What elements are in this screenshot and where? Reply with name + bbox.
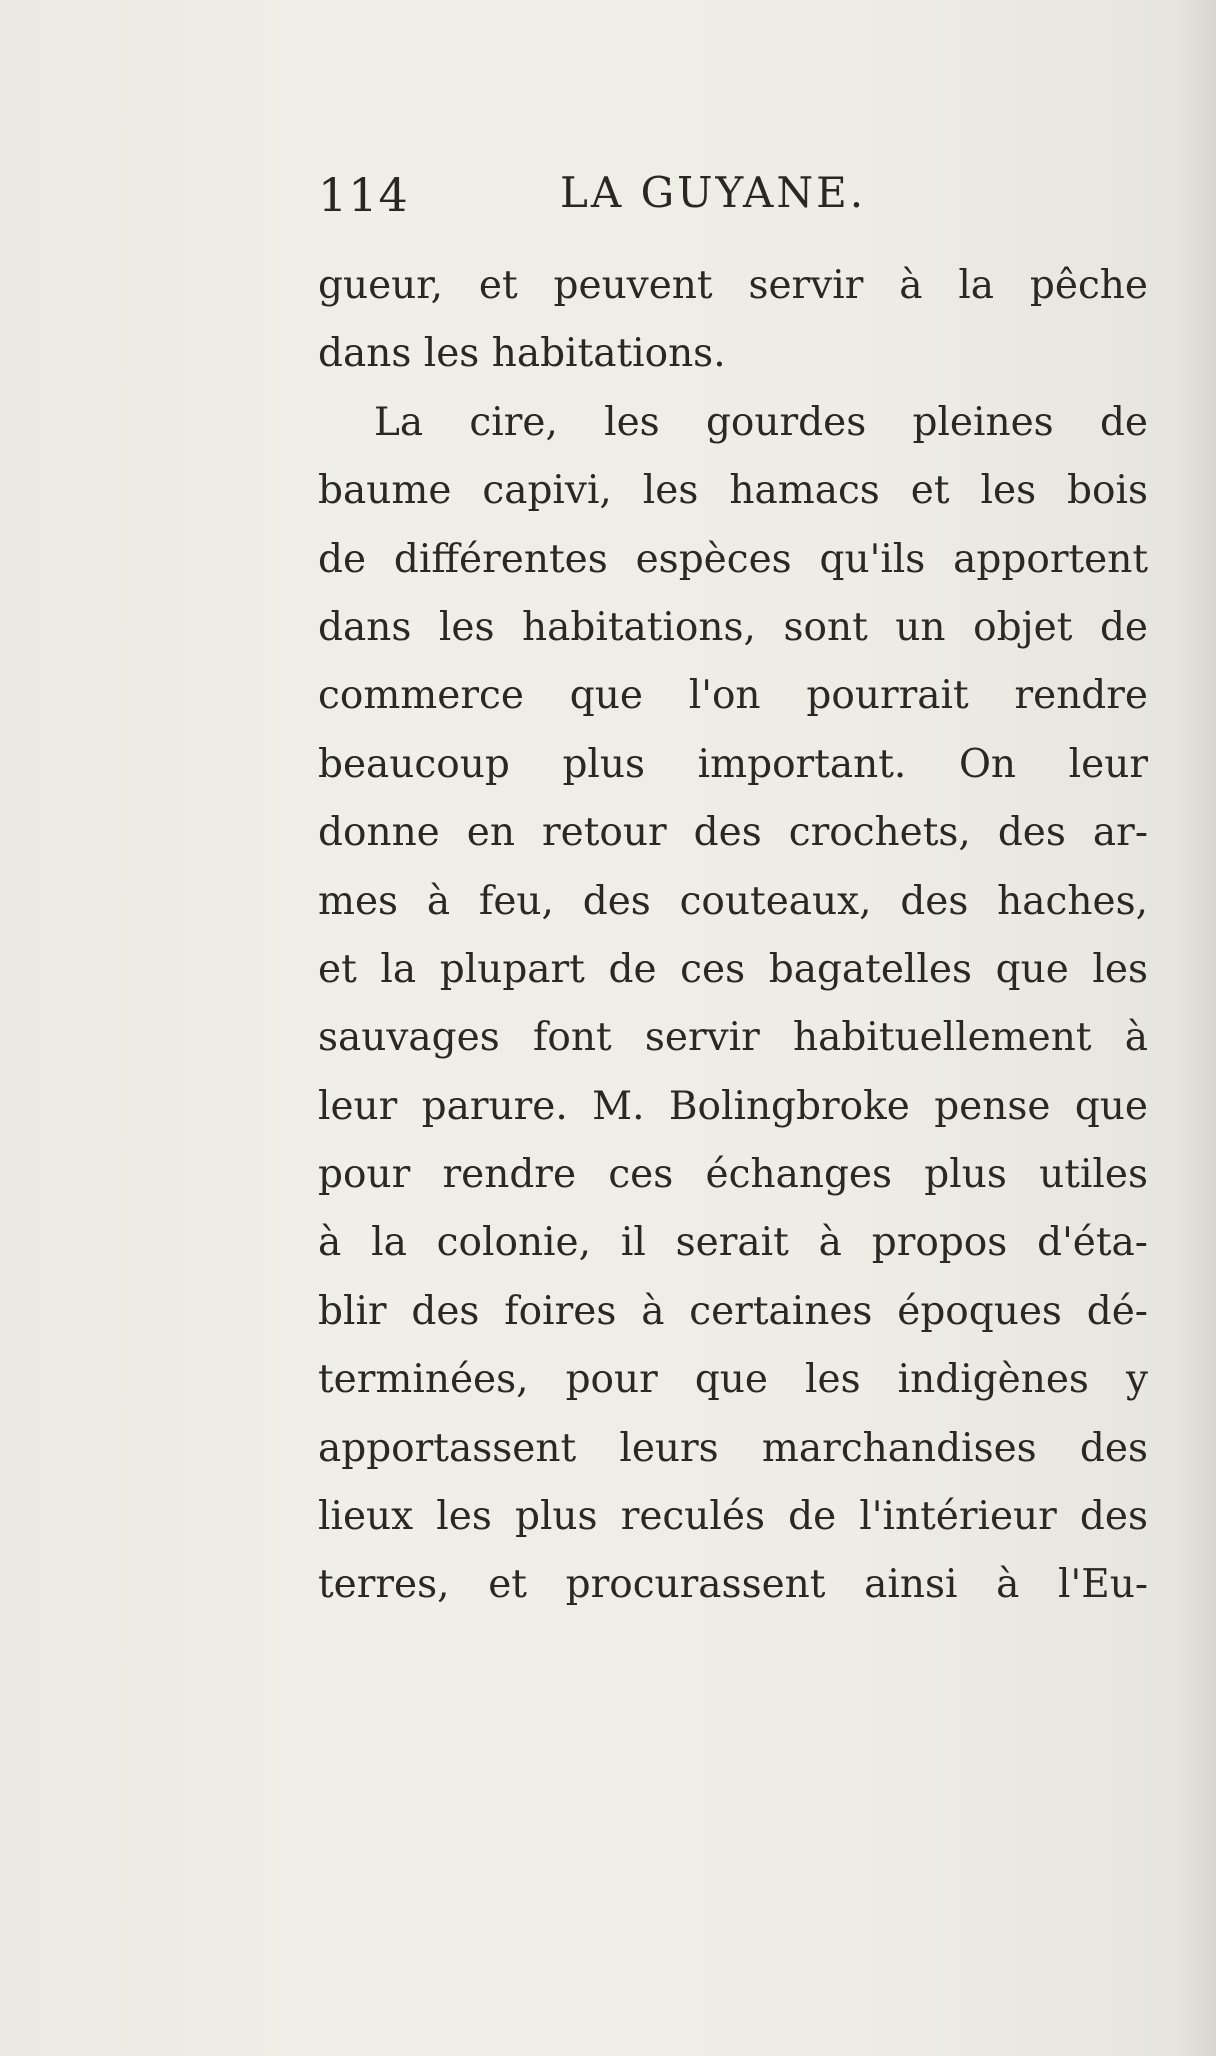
running-head: [318, 168, 1138, 228]
text-line: donne en retour des crochets, des ar-: [318, 810, 1148, 856]
text-line: à la colonie, il serait à propos d'éta-: [318, 1220, 1148, 1266]
text-line: dans les habitations.: [318, 331, 726, 377]
text-line: dans les habitations, sont un objet de: [318, 604, 1148, 650]
text-line: gueur, et peuvent servir à la pêche: [318, 263, 1148, 308]
text-line: terminées, pour que les indigènes y: [318, 1357, 1148, 1403]
text-line: terres, et procurassent ainsi à l'Eu-: [318, 1562, 1148, 1608]
text-line: blir des foires à certaines époques dé-: [318, 1288, 1148, 1334]
text-line: beaucoup plus important. On leur: [318, 741, 1148, 787]
text-line: commerce que l'on pourrait rendre: [318, 673, 1148, 719]
text-line: lieux les plus reculés de l'intérieur des: [318, 1494, 1148, 1540]
paragraph-first-line: La cire, les gourdes pleines de: [374, 399, 1148, 445]
text-line: pour rendre ces échanges plus utiles: [318, 1152, 1148, 1198]
text-line: sauvages font servir habituellement à: [318, 1015, 1148, 1061]
body-text: [318, 252, 1148, 1620]
page-number: 114: [318, 168, 409, 222]
text-line: de différentes espèces qu'ils apportent: [318, 536, 1148, 582]
text-line: baume capivi, les hamacs et les bois: [318, 468, 1148, 514]
page-edge-shadow: [1176, 0, 1216, 2056]
text-line: et la plupart de ces bagatelles que les: [318, 946, 1148, 992]
text-line: leur parure. M. Bolingbroke pense que: [318, 1083, 1148, 1129]
text-line: apportassent leurs marchandises des: [318, 1425, 1148, 1471]
text-line: mes à feu, des couteaux, des haches,: [318, 878, 1148, 924]
running-title: LA GUYANE.: [560, 168, 867, 217]
